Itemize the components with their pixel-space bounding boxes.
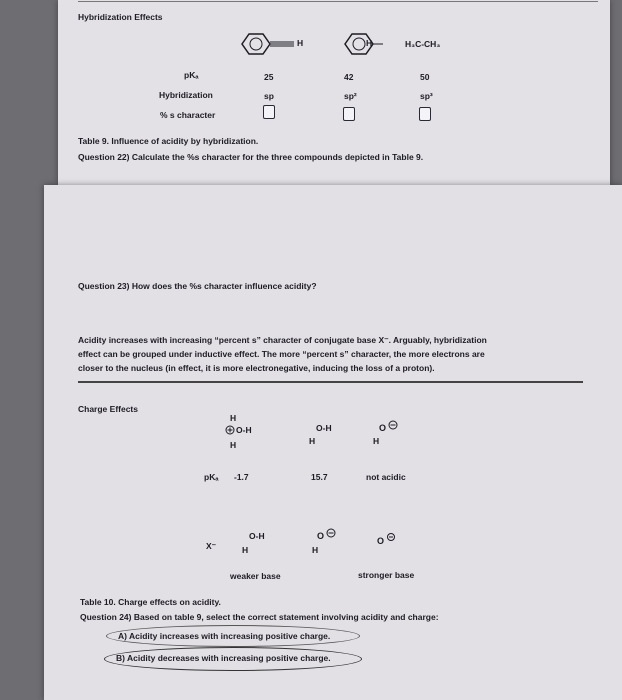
base-water-oh: O-H	[249, 531, 265, 541]
base-water-h: H	[242, 545, 249, 555]
table9-caption: Table 9. Influence of acidity by hybridization.	[78, 136, 259, 146]
benzene-hydrogen-label: H	[366, 38, 373, 48]
section-title-hybridization: Hybridization Effects	[78, 12, 163, 22]
oxide-dianion-structure	[374, 533, 402, 547]
conjugate-base-row-label: X⁻	[206, 541, 217, 551]
option-b[interactable]: B) Acidity decreases with increasing positive charge.	[116, 653, 331, 663]
s-character-answer-box-2[interactable]	[343, 107, 355, 121]
pka-value-3: 50	[420, 72, 430, 82]
positive-charge-icon	[225, 425, 235, 435]
table10-caption: Table 10. Charge effects on acidity.	[80, 597, 221, 607]
pka-hydroxide: not acidic	[366, 472, 406, 482]
base-hydroxide-h: H	[312, 545, 319, 555]
answer-23-line-3: closer to the nucleus (in effect, it is more electronegative, inducing the loss of a proton).	[78, 363, 435, 373]
divider	[78, 1, 598, 2]
s-character-answer-box-3[interactable]	[419, 107, 431, 121]
hydroxide-structure	[376, 420, 402, 434]
divider	[78, 381, 583, 383]
hydroxide-h: H	[373, 436, 380, 446]
pka-value-1: 25	[264, 72, 274, 82]
s-character-answer-box-1[interactable]	[263, 105, 275, 119]
hybridization-row-label: Hybridization	[159, 90, 213, 100]
alkyne-hydrogen-label: H	[297, 38, 304, 48]
svg-text:O: O	[379, 423, 387, 433]
hybridization-2: sp²	[344, 91, 357, 101]
svg-text:O: O	[377, 536, 385, 546]
pka-row-label-2: pKₐ	[204, 472, 219, 482]
question-24: Question 24) Based on table 9, select the correct statement involving acidity and charge:	[80, 612, 439, 622]
option-a[interactable]: A) Acidity increases with increasing positive charge.	[118, 631, 331, 641]
hydronium-oh: O-H	[236, 425, 252, 435]
s-character-row-label: % s character	[160, 110, 216, 120]
benzene-structure	[335, 32, 395, 56]
weaker-base-label: weaker base	[230, 571, 281, 581]
base-hydroxide-structure	[314, 528, 340, 542]
answer-23-line-1: Acidity increases with increasing “percent s” character of conjugate base X⁻. Arguably, hybridization	[78, 335, 487, 345]
pka-value-2: 42	[344, 72, 354, 82]
answer-23-line-2: effect can be grouped under inductive effect. The more “percent s” character, the more electrons are	[78, 349, 485, 359]
svg-text:O: O	[317, 531, 325, 541]
water-oh: O-H	[316, 423, 332, 433]
hybridization-1: sp	[264, 91, 274, 101]
question-22: Question 22) Calculate the %s character for the three compounds depicted in Table 9.	[78, 152, 424, 162]
hydronium-top-h: H	[230, 413, 237, 423]
section-title-charge: Charge Effects	[78, 404, 138, 414]
water-h: H	[309, 436, 316, 446]
pka-hydronium: -1.7	[234, 472, 249, 482]
worksheet-page-2	[44, 185, 622, 700]
ethane-formula: H₃C-CH₃	[405, 39, 441, 49]
stronger-base-label: stronger base	[358, 570, 415, 580]
pka-water: 15.7	[311, 472, 328, 482]
pka-row-label: pKₐ	[184, 70, 199, 80]
worksheet-page-1	[58, 0, 610, 185]
question-23: Question 23) How does the %s character influence acidity?	[78, 281, 317, 291]
hydronium-bottom-h: H	[230, 440, 237, 450]
hybridization-3: sp³	[420, 91, 433, 101]
